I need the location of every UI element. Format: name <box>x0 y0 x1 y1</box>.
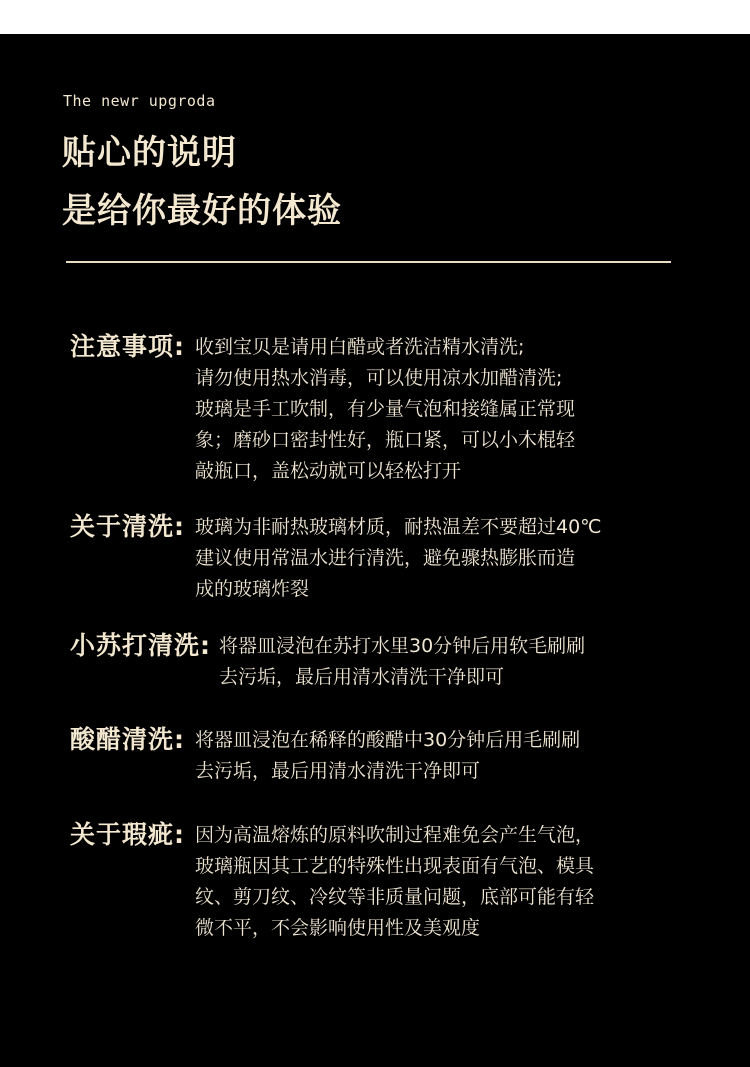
section-line: 纹、剪刀纹、冷纹等非质量问题，底部可能有轻 <box>195 886 595 908</box>
section-line: 将器皿浸泡在稀释的酸醋中30分钟后用毛刷刷 <box>195 729 581 751</box>
section-precautions <box>70 331 575 487</box>
headline-line-2: 是给你最好的体验 <box>62 191 342 231</box>
section-line: 去污垢，最后用清水清洗干净即可 <box>195 760 481 782</box>
section-line: 建议使用常温水进行清洗，避免骤热膨胀而造 <box>195 547 576 569</box>
section-line: 象；磨砂口密封性好，瓶口紧，可以小木棍轻 <box>195 429 576 451</box>
section-body <box>195 820 594 944</box>
section-body <box>195 725 580 787</box>
section-line: 成的玻璃炸裂 <box>195 578 310 600</box>
section-label: 酸醋清洗: <box>70 725 185 754</box>
section-label: 关于清洗: <box>70 512 185 541</box>
section-line: 敲瓶口，盖松动就可以轻松打开 <box>195 460 462 482</box>
section-line: 收到宝贝是请用白醋或者洗洁精水清洗; <box>195 336 525 358</box>
section-label: 注意事项: <box>70 332 185 361</box>
section-line: 玻璃为非耐热玻璃材质，耐热温差不要超过40℃ <box>195 516 602 538</box>
section-body <box>195 332 575 487</box>
section-line: 将器皿浸泡在苏打水里30分钟后用软毛刷刷 <box>219 635 586 657</box>
section-vinegar <box>70 724 580 787</box>
section-line: 请勿使用热水消毒，可以使用凉水加醋清洗; <box>195 367 563 389</box>
section-line: 因为高温熔炼的原料吹制过程难免会产生气泡， <box>195 824 595 846</box>
section-label: 关于瑕疵: <box>70 820 185 849</box>
section-line: 微不平，不会影响使用性及美观度 <box>195 917 481 939</box>
section-line: 玻璃瓶因其工艺的特殊性出现表面有气泡、模具 <box>195 855 595 877</box>
section-cleaning <box>70 511 602 605</box>
section-baking-soda <box>70 630 585 693</box>
section-label: 小苏打清洗: <box>70 631 211 660</box>
section-defects <box>70 819 594 944</box>
tagline: The newr upgroda <box>63 92 216 110</box>
section-line: 玻璃是手工吹制，有少量气泡和接缝属正常现 <box>195 398 576 420</box>
headline-line-1: 贴心的说明 <box>62 133 237 173</box>
section-line: 去污垢，最后用清水清洗干净即可 <box>219 666 505 688</box>
instructions-panel <box>0 34 750 1067</box>
divider <box>66 261 671 263</box>
section-body <box>195 512 602 605</box>
section-body <box>219 631 585 693</box>
